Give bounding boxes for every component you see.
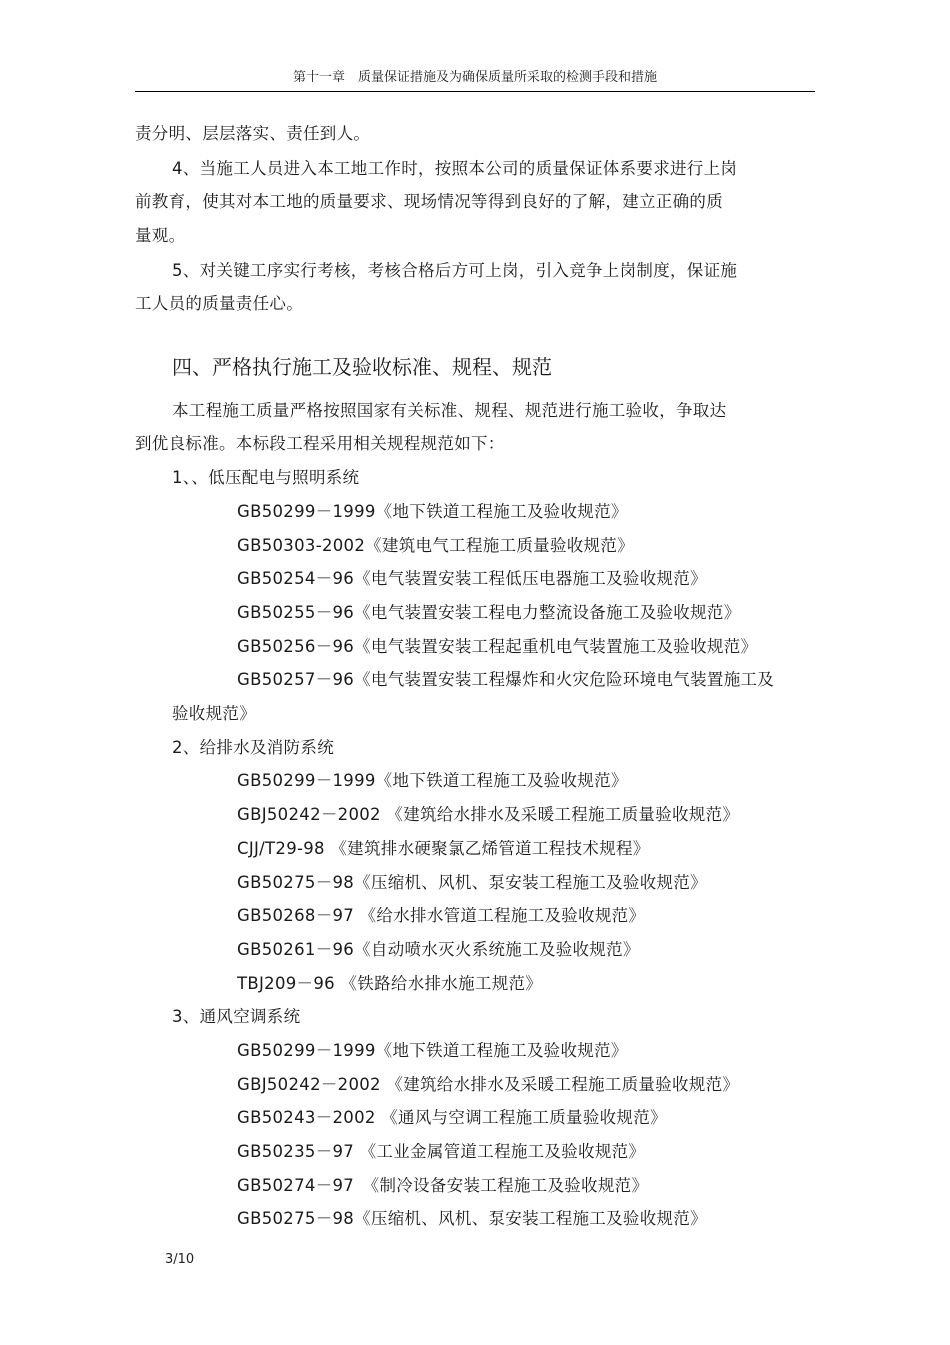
- paragraph-line: 前教育，使其对本工地的质量要求、现场情况等得到良好的了解，建立正确的质: [135, 192, 723, 211]
- paragraph-line: 本工程施工质量严格按照国家有关标准、规程、规范进行施工验收，争取达: [172, 401, 727, 420]
- standard-item: GB50275－98《压缩机、风机、泵安装工程施工及验收规范》: [237, 1209, 707, 1228]
- standard-item: GB50299－1999《地下铁道工程施工及验收规范》: [237, 1041, 628, 1060]
- standard-item: GB50275－98《压缩机、风机、泵安装工程施工及验收规范》: [237, 873, 707, 892]
- paragraph-line: 工人员的质量责任心。: [135, 294, 303, 313]
- standard-item: GB50268－97 《给水排水管道工程施工及验收规范》: [237, 906, 646, 925]
- paragraph-line: 到优良标准。本标段工程采用相关规程规范如下：: [135, 434, 505, 453]
- standard-item: GB50256－96《电气装置安装工程起重机电气装置施工及验收规范》: [237, 637, 758, 656]
- standard-item: GBJ50242－2002 《建筑给水排水及采暖工程施工质量验收规范》: [237, 805, 740, 824]
- paragraph-line: 4、当施工人员进入本工地工作时，按照本公司的质量保证体系要求进行上岗: [172, 159, 738, 178]
- standard-item: GBJ50242－2002 《建筑给水排水及采暖工程施工质量验收规范》: [237, 1075, 740, 1094]
- group-title: 2、给排水及消防系统: [172, 738, 334, 757]
- group-title: 3、通风空调系统: [172, 1007, 301, 1026]
- header-divider: [135, 91, 815, 92]
- section-heading: 四、严格执行施工及验收标准、规程、规范: [172, 355, 552, 379]
- standard-item: GB50235－97 《工业金属管道工程施工及验收规范》: [237, 1142, 646, 1161]
- standard-item: TBJ209－96 《铁路给水排水施工规范》: [237, 974, 543, 993]
- standard-item: GB50274－97 《制冷设备安装工程施工及验收规范》: [237, 1176, 649, 1195]
- standard-item: GB50303-2002《建筑电气工程施工质量验收规范》: [237, 536, 634, 555]
- standard-item: GB50299－1999《地下铁道工程施工及验收规范》: [237, 502, 628, 521]
- standard-item: GB50243－2002 《通风与空调工程施工质量验收规范》: [237, 1108, 667, 1127]
- paragraph-line: 量观。: [135, 226, 186, 245]
- paragraph-line: 责分明、层层落实、责任到人。: [135, 124, 371, 143]
- paragraph-line: 5、对关键工序实行考核，考核合格后方可上岗，引入竞争上岗制度，保证施: [172, 261, 738, 280]
- group-title: 1、、低压配电与照明系统: [172, 468, 360, 487]
- standard-item: GB50257－96《电气装置安装工程爆炸和火灾危险环境电气装置施工及: [237, 670, 775, 689]
- standard-item: GB50254－96《电气装置安装工程低压电器施工及验收规范》: [237, 569, 707, 588]
- standard-item: GB50261－96《自动喷水灭火系统施工及验收规范》: [237, 940, 640, 959]
- page-number: 3/10: [165, 1252, 195, 1267]
- standard-item: CJJ/T29-98 《建筑排水硬聚氯乙烯管道工程技术规程》: [237, 839, 650, 858]
- standard-item-continuation: 验收规范》: [172, 704, 256, 723]
- standard-item: GB50255－96《电气装置安装工程电力整流设备施工及验收规范》: [237, 603, 741, 622]
- standard-item: GB50299－1999《地下铁道工程施工及验收规范》: [237, 771, 628, 790]
- page-header: 第十一章 质量保证措施及为确保质量所采取的检测手段和措施: [292, 70, 657, 85]
